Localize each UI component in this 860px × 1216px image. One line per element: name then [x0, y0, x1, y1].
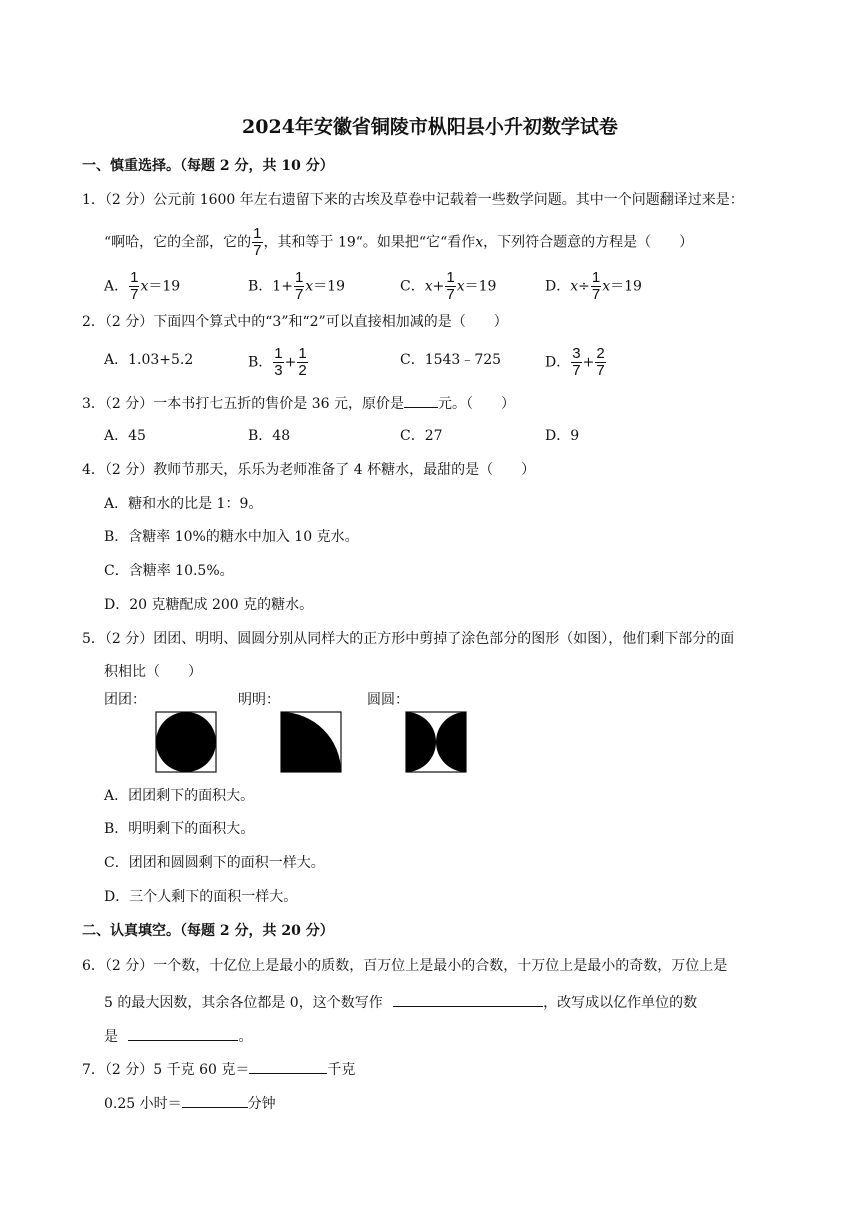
option-tail: ＝19 — [610, 278, 642, 295]
option-label: B． — [248, 278, 273, 295]
var-x: x — [140, 278, 149, 295]
q3-option-b[interactable]: B．48 — [248, 428, 291, 444]
q6-stem-part-a: 5 的最大因数，其余各位都是 0，这个数写作 — [104, 995, 383, 1011]
q4-option-d[interactable]: D．20 克糖配成 200 克的糖水。 — [104, 597, 314, 613]
q1-option-b[interactable] — [248, 270, 345, 303]
frac-numerator: 1 — [274, 345, 283, 362]
fraction — [591, 270, 601, 303]
option-tail: ＝19 — [148, 278, 181, 295]
fraction — [129, 270, 139, 303]
q7-answer-blank-2[interactable] — [182, 1091, 248, 1108]
q5-option-b[interactable]: B．明明剩下的面积大。 — [104, 821, 255, 837]
frac-denominator: 3 — [274, 362, 283, 379]
q7-part-b: 千克 — [327, 1062, 356, 1078]
q6-stem-line1: 6．（2 分）一个数，十亿位上是最小的质数，百万位上是最小的合数，十万位上是最小的奇数，万位上是 — [82, 958, 728, 974]
frac-denominator: 7 — [130, 286, 139, 303]
q1-fraction-one-seventh — [252, 226, 262, 259]
q7-part-d: 分钟 — [247, 1096, 276, 1112]
figure-tuantuan-circle — [155, 711, 217, 773]
var-x: x — [570, 278, 579, 295]
var-x: x — [424, 278, 433, 295]
q6-stem-part-c: 是 — [104, 1029, 118, 1045]
q2-option-a[interactable]: A．1.03+5.2 — [104, 352, 194, 368]
option-label: C． — [400, 278, 425, 295]
q1-stem-line1: 1．（2 分）公元前 1600 年左右遗留下来的古埃及草卷中记载着一些数学问题。其中一个问题翻译过来是： — [82, 192, 744, 208]
q1-stem-part-c: ，下列符合题意的方程是（ ） — [483, 234, 694, 251]
option-tail: ＝19 — [313, 278, 346, 295]
figure-yuanyuan-half-circles — [405, 711, 467, 773]
q3-option-a[interactable]: A．45 — [104, 428, 146, 444]
fraction — [595, 346, 605, 379]
var-x: x — [602, 278, 611, 295]
q1-option-d[interactable] — [545, 270, 642, 303]
option-label: D． — [545, 278, 571, 295]
fraction — [273, 346, 283, 379]
q3-stem-part-a: 3．（2 分）一本书打七五折的售价是 36 元，原价是 — [82, 396, 404, 412]
page-title: 2024年安徽省铜陵市枞阳县小升初数学试卷 — [242, 116, 618, 138]
q4-option-c[interactable]: C．含糖率 10.5%。 — [104, 563, 234, 579]
frac-denominator: 7 — [596, 362, 605, 379]
q7-line1 — [82, 1057, 355, 1080]
section-2-heading: 二、认真填空。（每题 2 分，共 20 分） — [82, 923, 334, 939]
q2-option-c[interactable]: C．1543﹣725 — [400, 352, 502, 368]
q4-stem: 4．（2 分）教师节那天，乐乐为老师准备了 4 杯糖水，最甜的是（ ） — [82, 462, 536, 478]
q5-option-d[interactable]: D．三个人剩下的面积一样大。 — [104, 889, 298, 905]
frac-numerator: 1 — [253, 225, 262, 242]
option-label: D． — [545, 354, 571, 371]
q3-stem — [82, 391, 515, 414]
fraction — [445, 270, 455, 303]
q6-stem-line2 — [104, 990, 697, 1013]
figure-label-tuantuan: 团团： — [104, 692, 146, 708]
option-operator: + — [432, 278, 445, 295]
frac-denominator: 7 — [572, 362, 581, 379]
q1-option-a[interactable] — [104, 270, 180, 303]
q6-stem-part-d: 。 — [238, 1029, 253, 1045]
operator: + — [284, 354, 297, 371]
option-tail: ＝19 — [464, 278, 497, 295]
frac-numerator: 1 — [298, 345, 307, 362]
frac-numerator: 2 — [596, 345, 605, 362]
var-x: x — [456, 278, 465, 295]
fraction — [294, 270, 304, 303]
q7-line2 — [104, 1091, 276, 1114]
q5-stem-line2: 积相比（ ） — [104, 664, 202, 680]
frac-numerator: 3 — [572, 345, 581, 362]
frac-denominator: 7 — [253, 242, 262, 259]
option-prefix: 1+ — [272, 278, 293, 295]
q7-answer-blank-1[interactable] — [249, 1057, 327, 1074]
q3-option-d[interactable]: D．9 — [545, 428, 580, 444]
q3-stem-part-b: 元。（ ） — [437, 396, 515, 412]
q7-part-a: 7．（2 分）5 千克 60 克＝ — [82, 1062, 250, 1078]
q5-option-c[interactable]: C．团团和圆圆剩下的面积一样大。 — [104, 855, 325, 871]
frac-numerator: 1 — [446, 269, 455, 286]
q4-option-a[interactable]: A．糖和水的比是 1：9。 — [104, 496, 263, 512]
q3-option-c[interactable]: C．27 — [400, 428, 443, 444]
q5-option-a[interactable]: A．团团剩下的面积大。 — [104, 788, 255, 804]
q6-stem-part-b: ，改写成以亿作单位的数 — [543, 995, 698, 1011]
frac-denominator: 2 — [298, 362, 307, 379]
q6-stem-line3 — [104, 1024, 252, 1047]
frac-denominator: 7 — [446, 286, 455, 303]
fraction — [297, 346, 307, 379]
q5-stem-line1: 5．（2 分）团团、明明、圆圆分别从同样大的正方形中剪掉了涂色部分的图形（如图），他们剩下部分的面 — [82, 631, 735, 647]
q1-option-c[interactable] — [400, 270, 496, 303]
frac-denominator: 7 — [591, 286, 601, 303]
q4-option-b[interactable]: B．含糖率 10%的糖水中加入 10 克水。 — [104, 529, 359, 545]
figure-label-yuanyuan: 圆圆： — [367, 692, 409, 708]
q1-stem-part-b: ，其和等于 19“。如果把“它“看作 — [263, 234, 476, 251]
q7-part-c: 0.25 小时＝ — [104, 1096, 182, 1112]
q1-stem-part-a: “啊哈，它的全部，它的 — [104, 234, 252, 251]
q2-stem: 2．（2 分）下面四个算式中的“3”和“2”可以直接相加减的是（ ） — [82, 314, 508, 330]
q6-answer-blank-2[interactable] — [128, 1024, 238, 1041]
q3-answer-blank[interactable] — [404, 391, 438, 408]
q2-option-d[interactable] — [545, 346, 607, 379]
figure-label-mingming: 明明： — [238, 692, 280, 708]
q1-stem-line2 — [104, 226, 693, 259]
frac-denominator: 7 — [294, 286, 304, 303]
q1-var-x: x — [475, 234, 484, 251]
q6-answer-blank-1[interactable] — [393, 990, 543, 1007]
var-x: x — [305, 278, 314, 295]
frac-numerator: 1 — [294, 269, 304, 286]
operator: + — [582, 354, 595, 371]
figure-mingming-quarter-circle — [280, 711, 342, 773]
section-1-heading: 一、慎重选择。（每题 2 分，共 10 分） — [82, 158, 334, 174]
frac-numerator: 1 — [591, 269, 601, 286]
fraction — [571, 346, 581, 379]
option-operator: ÷ — [578, 278, 590, 295]
option-label: A． — [104, 278, 129, 295]
option-label: B． — [248, 354, 273, 371]
frac-numerator: 1 — [130, 269, 139, 286]
q2-option-b[interactable] — [248, 346, 309, 379]
